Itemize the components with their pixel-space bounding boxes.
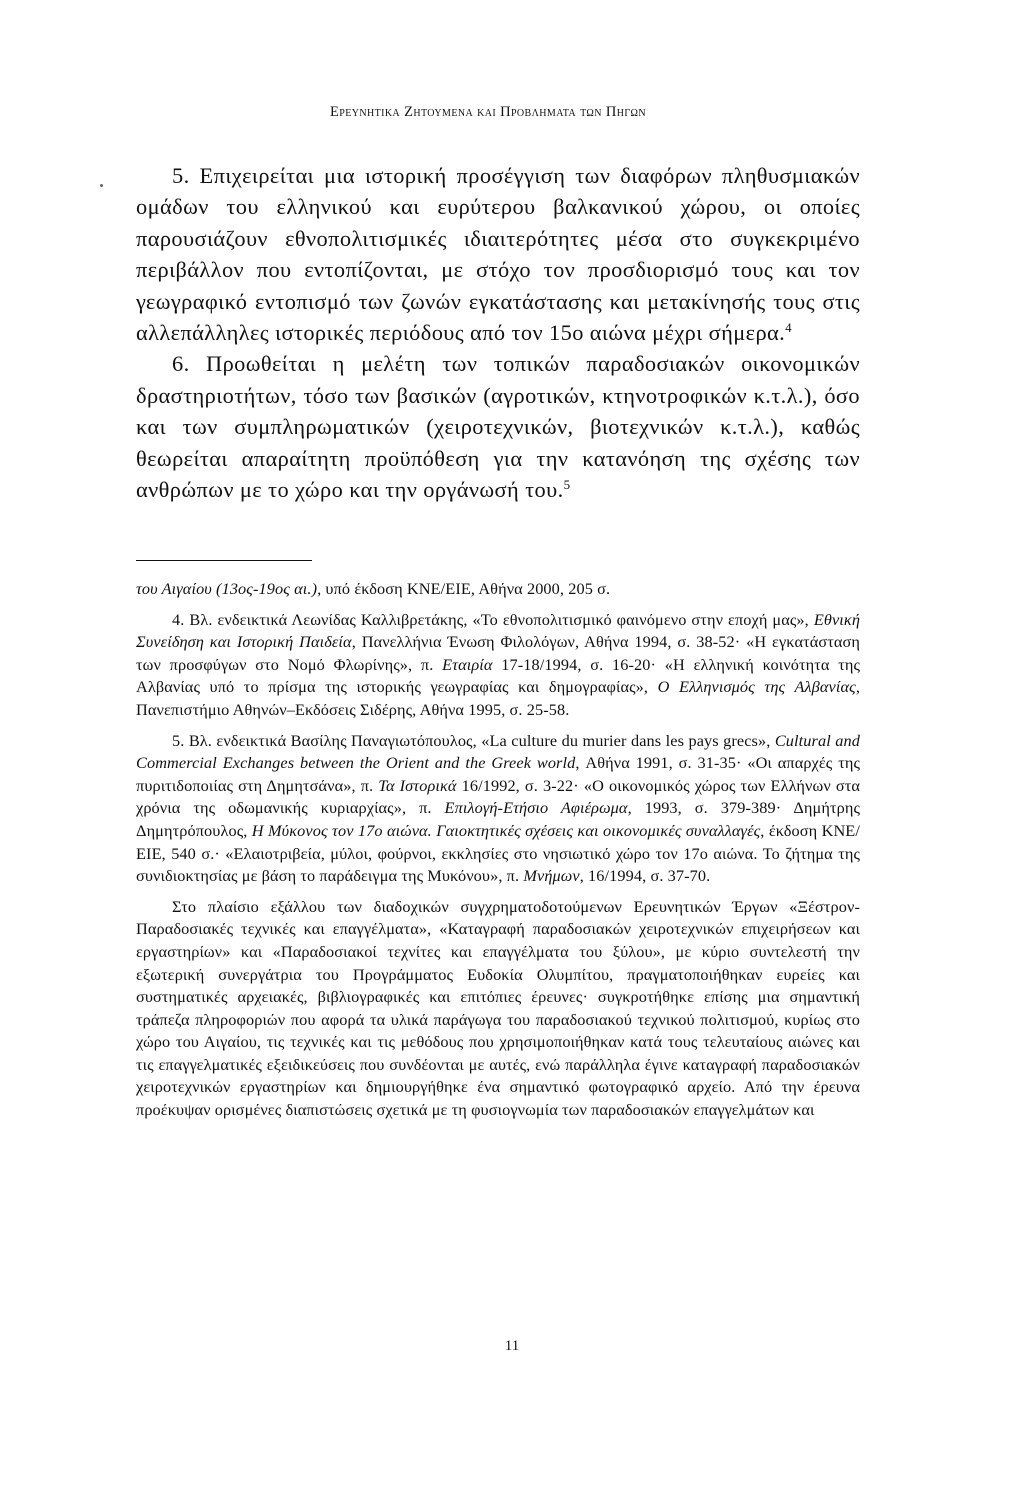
footnote-5: 5. Βλ. ενδεικτικά Βασίλης Παναγιωτόπουλος, «La culture du murier dans les pays grecs», Cultural and Commercial Exchanges between the Orient and the Greek world, Αθήνα 1991, σ. 31-35· «Οι απαρχές της πυριτιδοποιίας στη Δημητσάνα», π. Τα Ιστορικά 16/1992, σ. 3-22· «Ο οικονομικός χώρος των Ελλήνων στα χρόνια της οδωμανικής κυριαρχίας», π. Επιλογή-Ετήσιο Αφιέρωμα, 1993, σ. 379-389· Δημήτρης Δημητρόπουλος, Η Μύκονος τον 17ο αιώνα. Γαιοκτητικές σχέσεις και οικονομικές συναλλαγές, έκδοση ΚΝΕ/ΕΙΕ, 540 σ.· «Ελαιοτριβεία, μύλοι, φούρνοι, εκκλησίες στο νησιωτικό χώρο τον 17ο αιώνα. Το ζήτημα της συνιδιοκτησίας με βάση το παράδειγμα της Μυκόνου», π. Μνήμων, 16/1994, σ. 37-70. <box>136 730 860 886</box>
page-number: 11 <box>504 1338 520 1354</box>
closing-paragraph: Στο πλαίσιο εξάλλου των διαδοχικών συγχρηματοδοτούμενων Ερευνητικών Έργων «Ξέστρον-Παραδοσιακές τεχνικές και επαγγέλματα», «Καταγραφή παραδοσιακών χειροτεχνικών επιχειρήσεων και εργαστηρίων» και «Παραδοσιακοί τεχνίτες και επαγγέλματα του ξύλου», με κύριο συντελεστή την εξωτερική συνεργάτρια του Προγράμματος Ευδοκία Ολυμπίτου, πραγματοποιήθηκαν ευρείες και συστηματικές αρχειακές, βιβλιογραφικές και επιτόπιες έρευνες· συγκροτήθηκε επίσης μια σημαντική τράπεζα πληροφοριών που αφορά τα υλικά παράγωγα του παραδοσιακού τεχνικού πολιτισμού, κυρίως στο χώρο του Αιγαίου, τις τεχνικές και τις μεθόδους που χρησιμοποιήθηκαν κατά τους τελευταίους αιώνες και τις επαγγελματικές εξειδικεύσεις που συνδέονται με αυτές, ενώ παράλληλα έγινε καταγραφή παραδοσιακών χειροτεχνικών εργαστηρίων και δημιουργήθηκε ένα σημαντικό φωτογραφικό αρχείο. Από την έρευνα προέκυψαν ορισμένες διαπιστώσεις σχετικά με τη φυσιογνωμία των παραδοσιακών επαγγελμάτων και <box>136 896 860 1120</box>
paragraph-item-5: 5. Επιχειρείται μια ιστορική προσέγγιση των διαφόρων πληθυσμιακών ομάδων του ελληνικού και ευρύτερου βαλκανικού χώρου, οι οποίες παρουσιάζουν εθνοπολιτισμικές ιδιαιτερότητες μέσα στο συγκεκριμένο περιβάλλον που εντοπίζονται, με στόχο τον προσδιορισμό τους και τον γεωγραφικό εντοπισμό των ζωνών εγκατάστασης και μετακίνησής τους στις αλλεπάλληλες ιστορικές περιόδους από τον 15ο αιώνα μέχρι σήμερα.$^4$ <box>136 163 860 346</box>
footnote-ref-4[interactable]: 4 <box>785 320 793 336</box>
running-head: Ερευνητικα Ζητουμενα και Προβληματα των Πηγων <box>329 104 647 120</box>
footnote-ref-5[interactable]: 5 <box>563 477 571 493</box>
main-text <box>136 160 860 505</box>
footnote-4: 4. Βλ. ενδεικτικά Λεωνίδας Καλλιβρετάκης, «Το εθνοπολιτισμικό φαινόμενο στην εποχή μας», Εθνική Συνείδηση και Ιστορική Παιδεία, Πανελλήνια Ένωση Φιλολόγων, Αθήνα 1994, σ. 38-52· «Η εγκατάσταση των προσφύγων στο Νομό Φλωρίνης», π. Εταιρία 17-18/1994, σ. 16-20· «Η ελληνική κοινότητα της Αλβανίας υπό το πρίσμα της ιστορικής γεωγραφίας και δημογραφίας», Ο Ελληνισμός της Αλβανίας, Πανεπιστήμιο Αθηνών–Εκδόσεις Σιδέρης, Αθήνα 1995, σ. 25-58. <box>136 609 861 719</box>
scan-speck <box>100 184 103 187</box>
footnotes <box>136 578 860 1122</box>
footnote-separator <box>136 560 312 561</box>
paragraph-item-6: 6. Προωθείται η μελέτη των τοπικών παραδοσιακών οικονομικών δραστηριοτήτων, τόσο των βασικών (αγροτικών, κτηνοτροφικών κ.τ.λ.), όσο και των συμπληρωματικών (χειροτεχνικών, βιοτεχνικών κ.τ.λ.), καθώς θεωρείται απαραίτητη προϋπόθεση για την κατανόηση της σχέσης των ανθρώπων με το χώρο και την οργάνωσή του.$^5$ <box>136 351 860 503</box>
footnote-continuation: του Αιγαίου (13ος-19ος αι.), υπό έκδοση ΚΝΕ/ΕΙΕ, Αθήνα 2000, 205 σ. <box>136 579 611 598</box>
